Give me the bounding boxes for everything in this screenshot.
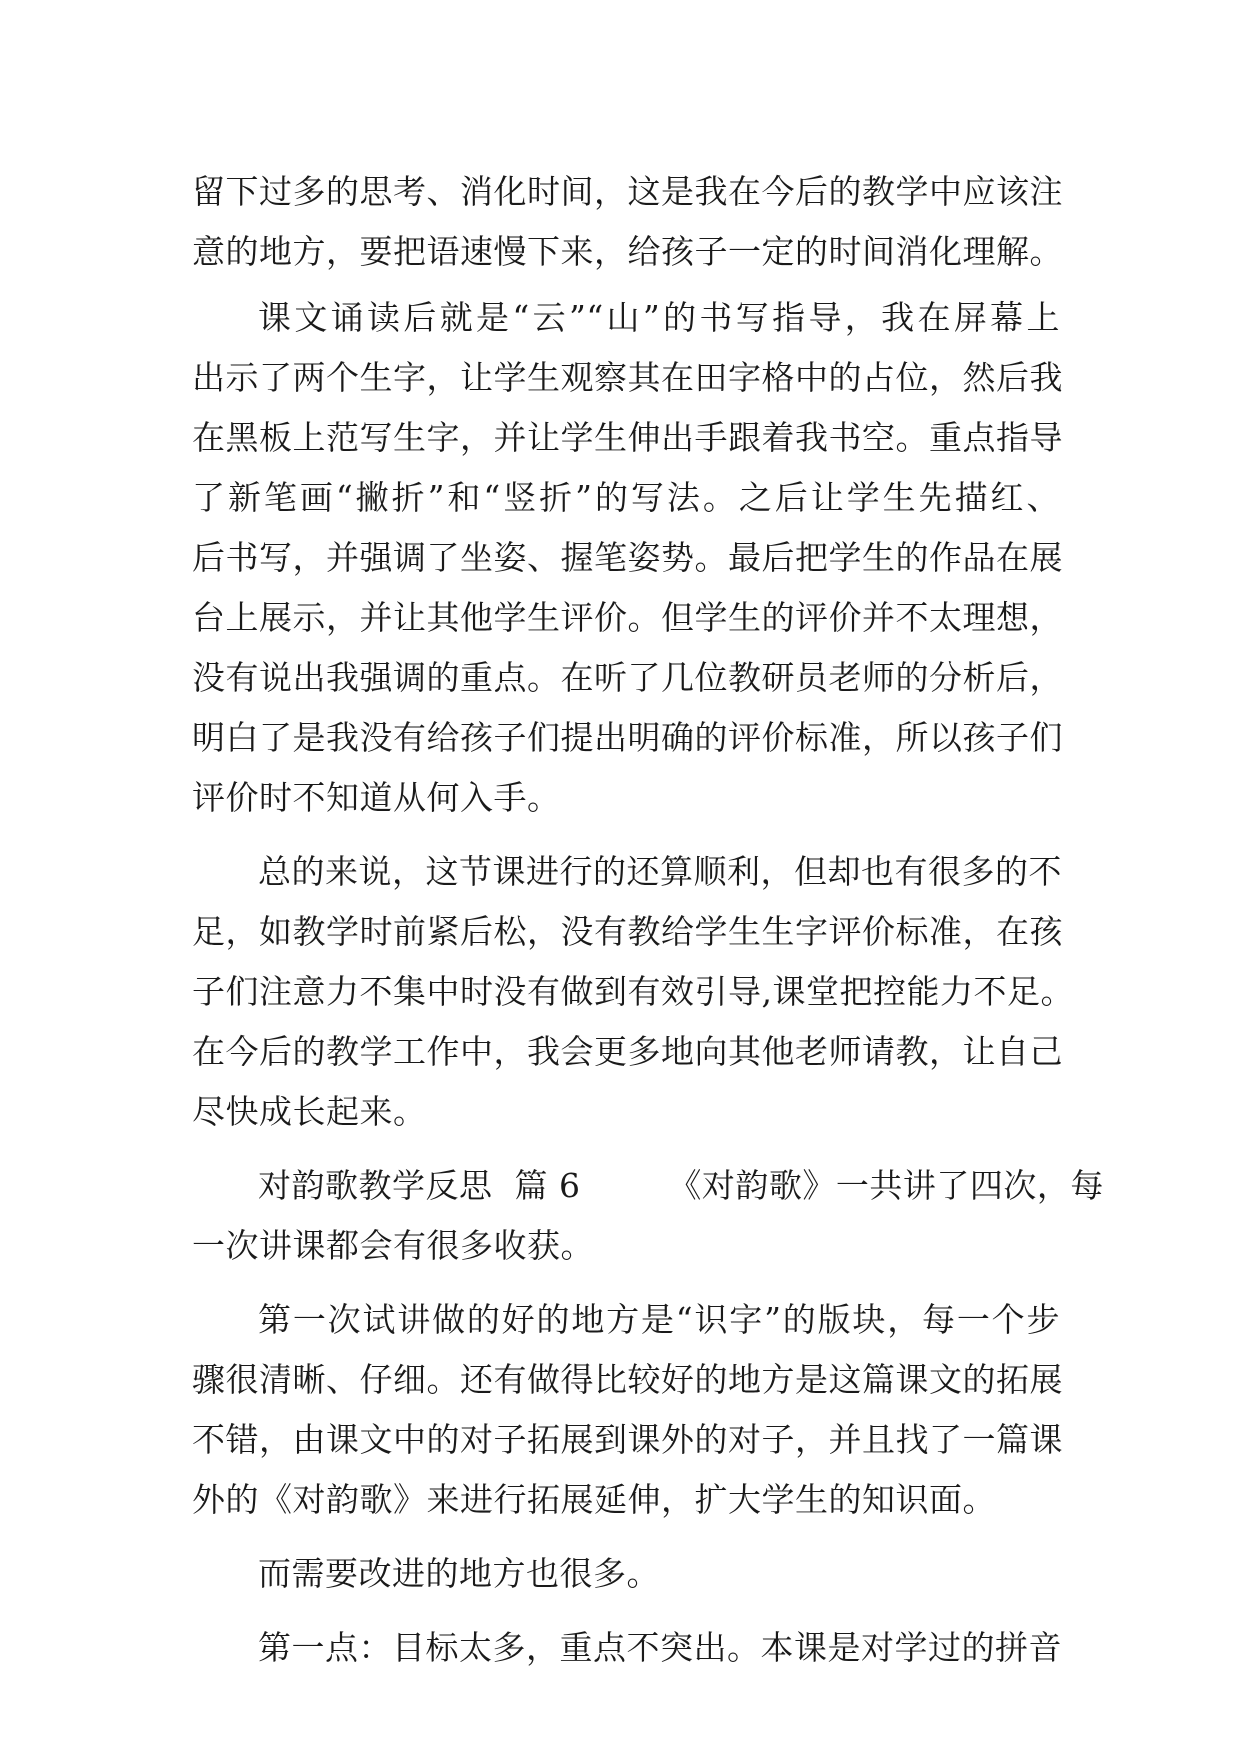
text-line: 子们注意力不集中时没有做到有效引导,课堂把控能力不足。 [192, 972, 1074, 1011]
text-line: 一次讲课都会有很多收获。 [192, 1226, 594, 1265]
paragraph-6 [192, 1544, 1060, 1604]
text-line: 尽快成长起来。 [192, 1092, 427, 1131]
text-line: 第一点：目标太多，重点不突出。本课是对学过的拼音 [258, 1628, 1062, 1667]
paragraph-2 [192, 288, 1063, 828]
text-line: 而需要改进的地方也很多。 [258, 1554, 660, 1593]
text-line: 留下过多的思考、消化时间，这是我在今后的教学中应该注 [192, 172, 1063, 211]
section-heading-line: 对韵歌教学反思 篇 6 《对韵歌》一共讲了四次，每 [258, 1166, 1104, 1205]
text-line: 骤很清晰、仔细。还有做得比较好的地方是这篇课文的拓展 [192, 1360, 1063, 1399]
text-line: 台上展示，并让其他学生评价。但学生的评价并不太理想， [192, 598, 1063, 637]
text-line: 足，如教学时前紧后松，没有教给学生生字评价标准，在孩 [192, 912, 1063, 951]
text-line: 出示了两个生字，让学生观察其在田字格中的占位，然后我 [192, 358, 1063, 397]
paragraph-5 [192, 1290, 1063, 1530]
text-line: 了新笔画“撇折”和“竖折”的写法。之后让学生先描红、 [192, 478, 1060, 517]
text-line: 没有说出我强调的重点。在听了几位教研员老师的分析后， [192, 658, 1063, 697]
text-line: 在黑板上范写生字，并让学生伸出手跟着我书空。重点指导 [192, 418, 1063, 457]
text-line: 外的《对韵歌》来进行拓展延伸，扩大学生的知识面。 [192, 1480, 996, 1519]
paragraph-7 [192, 1618, 1060, 1678]
paragraph-4-section-heading [192, 1156, 1104, 1276]
paragraph-1 [192, 162, 1063, 282]
text-line: 明白了是我没有给孩子们提出明确的评价标准，所以孩子们 [192, 718, 1063, 757]
text-line: 总的来说，这节课进行的还算顺利，但却也有很多的不 [258, 852, 1062, 891]
text-line: 第一次试讲做的好的地方是“识字”的版块，每一个步 [258, 1300, 1060, 1339]
text-line: 意的地方，要把语速慢下来，给孩子一定的时间消化理解。 [192, 232, 1063, 271]
text-line: 评价时不知道从何入手。 [192, 778, 561, 817]
text-line: 不错，由课文中的对子拓展到课外的对子，并且找了一篇课 [192, 1420, 1063, 1459]
document-body [192, 162, 1104, 1678]
paragraph-3 [192, 842, 1074, 1142]
text-line: 课文诵读后就是“云”“山”的书写指导，我在屏幕上 [258, 298, 1060, 337]
text-line: 后书写，并强调了坐姿、握笔姿势。最后把学生的作品在展 [192, 538, 1063, 577]
text-line: 在今后的教学工作中，我会更多地向其他老师请教，让自己 [192, 1032, 1063, 1071]
